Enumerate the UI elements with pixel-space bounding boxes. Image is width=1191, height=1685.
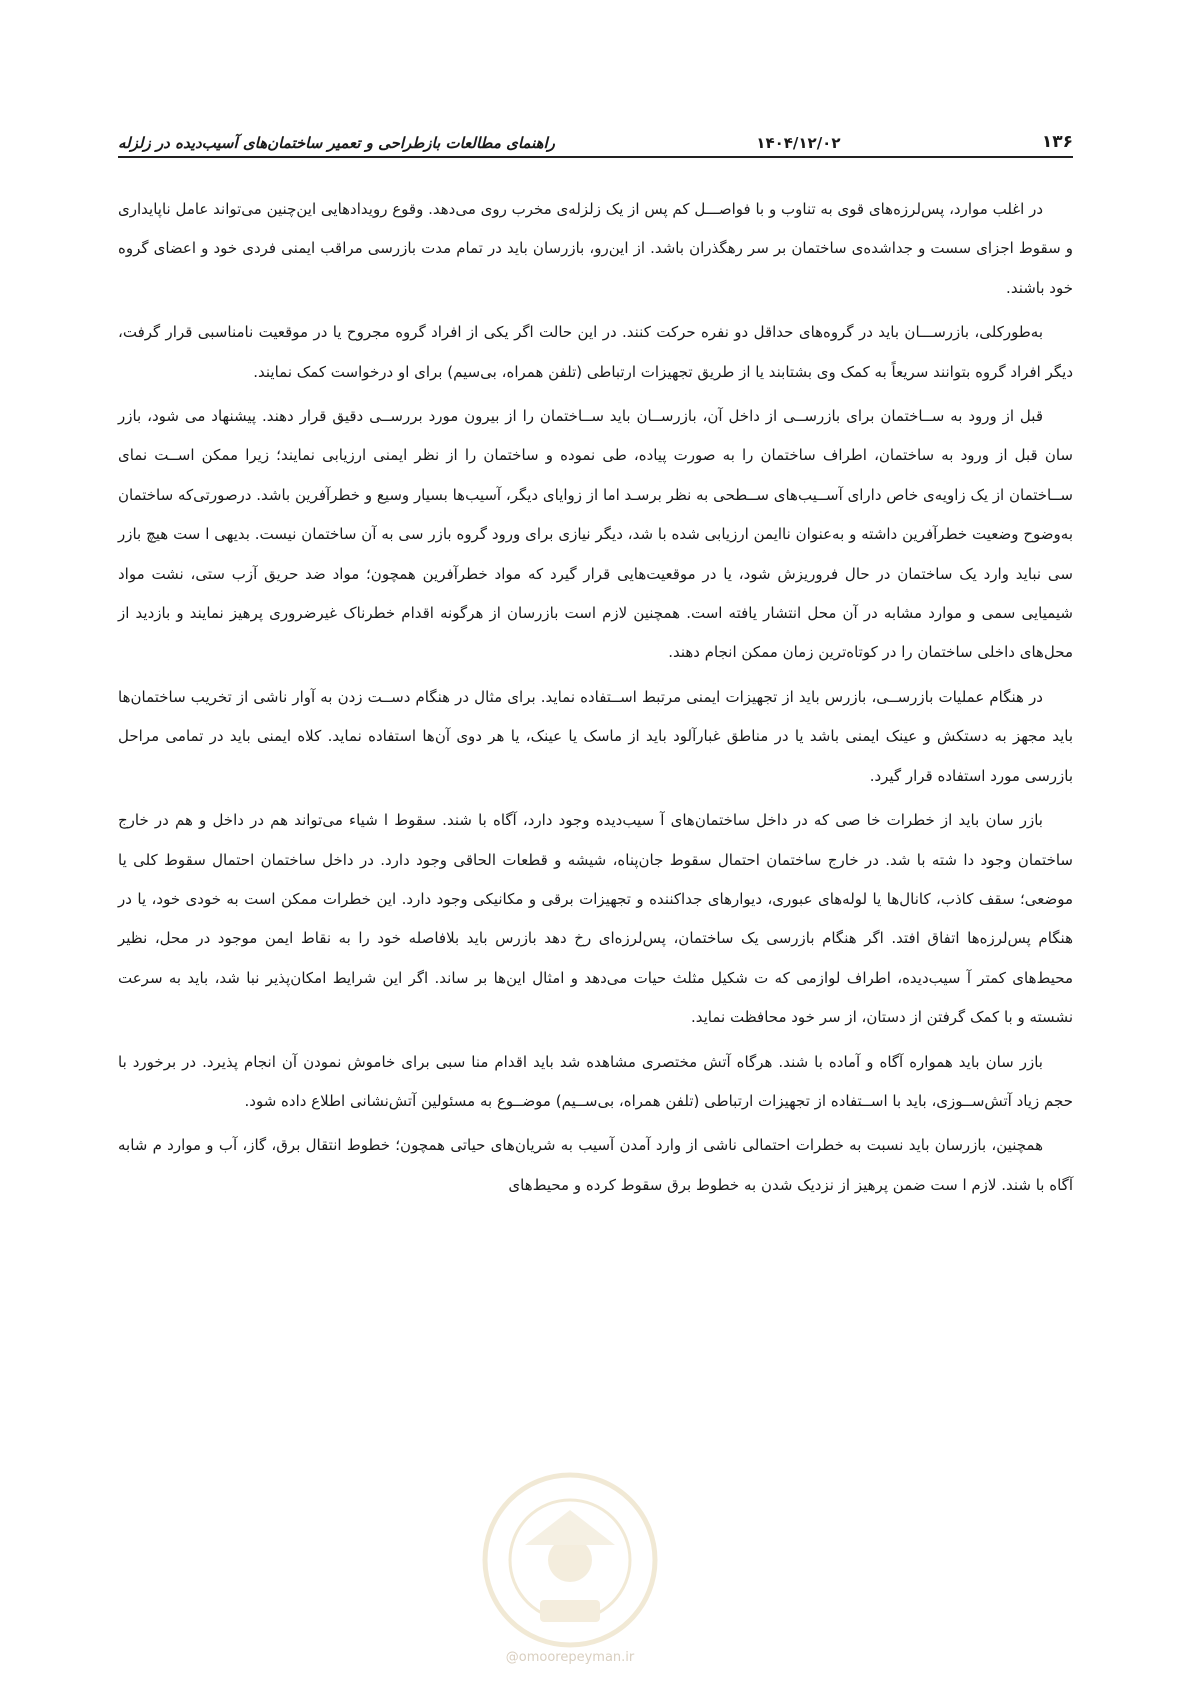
page-header: [118, 128, 1073, 158]
running-title: راهنمای مطالعات بازطراحی و تعمیر ساختمان‌های آسیب‌دیده در زلزله: [118, 134, 555, 152]
paragraph: به‌طورکلی، بازرســـان باید در گروه‌های حداقل دو نفره حرکت کنند. در این حالت اگر یکی از افراد گروه مجروح یا در موقعیت نامناسبی قرار گرفت، دیگر افراد گروه بتوانند سریعاً به کمک وی بشتابند یا از طریق تجهیزات ارتباطی (تلفن همراه، بی‌سیم) برای او درخواست کمک نمایند.: [118, 323, 1073, 381]
paragraph: همچنین، بازرسان باید نسبت به خطرات احتمالی ناشی از وارد آمدن آسیب به شریان‌های حیاتی همچون؛ خطوط انتقال برق، گاز، آب و موارد م شابه آگاه با شند. لازم ا ست ضمن پرهیز از نزدیک شدن به خطوط برق سقوط کرده و محیط‌های: [118, 1136, 1073, 1194]
header-date: ۱۴۰۴/۱۲/۰۲: [756, 134, 841, 152]
paragraph: بازر سان باید همواره آگاه و آماده با شند. هرگاه آتش مختصری مشاهده شد باید اقدام منا سبی برای خاموش نمودن آن انجام پذیرد. در برخورد با حجم زیاد آتش‌ســوزی، باید با اســتفاده از تجهیزات ارتباطی (تلفن همراه، بی‌ســیم) موضــوع به مسئولین آتش‌نشانی اطلاع داده شود.: [118, 1052, 1073, 1110]
watermark-url: @omoorepeyman.ir: [505, 1650, 635, 1665]
paragraph: قبل از ورود به ســاختمان برای بازرســی از داخل آن، بازرســان باید ســاختمان را از بیرون مورد بررســی دقیق قرار دهند. پیشنهاد می شود، بازر سان قبل از ورود به ساختمان، اطراف ساختمان را به صورت پیاده، طی نموده و ساختمان را از نظر ایمنی ارزیابی نمایند؛ زیرا ممکن اســت نمای ســاختمان از یک زاویه‌ی خاص دارای آســیب‌های ســطحی به نظر برسـد اما از زوایای دیگر، آسیب‌ها بسیار وسیع و خطرآفرین باشد. درصورتی‌که ساختمان به‌وضوح وضعیت خطرآفرین داشته و به‌عنوان ناایمن ارزیابی شده با شد، دیگر نیازی برای ورود گروه بازر سی به آن ساختمان نیست. بدیهی ا ست هیچ بازر سی نباید وارد یک ساختمان در حال فروریزش شود، یا در موقعیت‌هایی قرار گیرد که مواد خطرآفرین همچون؛ مواد ضد حریق آزب ستی، نشت مواد شیمیایی سمی و موارد مشابه در آن محل انتشار یافته است. همچنین لازم است بازرسان از هرگونه اقدام خطرناک غیرضروری پرهیز نمایند و بازدید از محل‌های داخلی ساختمان را در کوتاه‌ترین زمان ممکن انجام دهند.: [118, 407, 1073, 662]
page-number: ۱۳۶: [1041, 132, 1073, 152]
paragraph: در هنگام عملیات بازرســی، بازرس باید از تجهیزات ایمنی مرتبط اســتفاده نماید. برای مثال در هنگام دســت زدن به آوار ناشی از تخریب ساختمان‌ها باید مجهز به دستکش و عینک ایمنی باشد یا در مناطق غبارآلود باید از ماسک یا عینک، یا هر دوی آن‌ها استفاده نماید. کلاه ایمنی باید در تمامی مراحل بازرسی مورد استفاده قرار گیرد.: [118, 687, 1073, 785]
body-text: [118, 190, 1073, 1210]
paragraph: در اغلب موارد، پس‌لرزه‌های قوی به تناوب و با فواصـــل کم پس از یک زلزله‌ی مخرب روی می‌دهد. وقوع رویدادهایی این‌چنین می‌تواند عامل ناپایداری و سقوط اجزای سست و جداشده‌ی ساختمان بر سر رهگذران باشد. از این‌رو، بازرسان باید در تمام مدت بازرسی مراقب ایمنی فردی خود و اعضای گروه خود باشند.: [118, 200, 1073, 297]
watermark-seal-icon: [470, 1450, 670, 1680]
paragraph: بازر سان باید از خطرات خا صی که در داخل ساختمان‌های آ سیب‌دیده وجود دارد، آگاه با شند. سقوط ا شیاء می‌تواند هم در داخل و هم در خارج ساختمان وجود دا شته با شد. در خارج ساختمان احتمال سقوط جان‌پناه، شیشه و قطعات الحاقی وجود دارد. در داخل ساختمان احتمال سقوط کلی یا موضعی؛ سقف کاذب، کانال‌ها یا لوله‌های عبوری، دیوارهای جداکننده و تجهیزات برقی و مکانیکی وجود دارد. این خطرات ممکن است به خودی خود، یا در هنگام پس‌لرزه‌ها اتفاق افتد. اگر هنگام بازرسی یک ساختمان، پس‌لرزه‌ای رخ دهد بازرس باید بلافاصله خود را به نقاط ایمن موجود در محل، نظیر محیط‌های کمتر آ سیب‌دیده، اطراف لوازمی که ت شکیل مثلث حیات می‌دهد و امثال این‌ها بر ساند. اگر این شرایط امکان‌پذیر نبا شد، باید به سرعت نشسته و با کمک گرفتن از دستان، از سر خود محافظت نماید.: [118, 811, 1073, 1027]
